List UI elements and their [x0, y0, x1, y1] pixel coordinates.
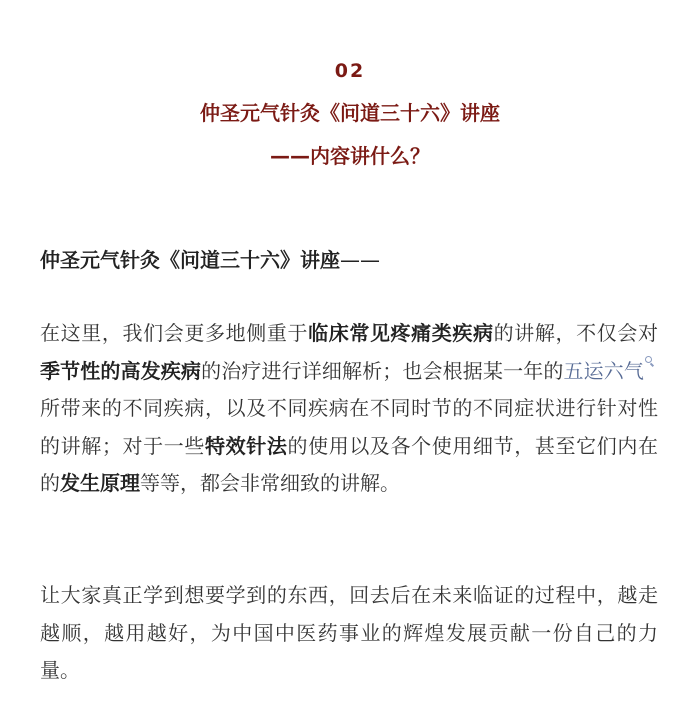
p1-text-4: 所带来的不同疾病，以及不同疾病在不同时节的不同症状进行针对性的讲解；对于一些 — [40, 396, 658, 458]
search-icon[interactable] — [645, 356, 654, 370]
lecture-heading — [40, 244, 380, 276]
p1-bold-3: 特效针法 — [204, 433, 288, 458]
lecture-heading-dash: —— — [340, 248, 380, 272]
section-number: 02 — [334, 60, 366, 82]
p1-text-3: 的治疗进行详细解析；也会根据某一年的 — [201, 358, 564, 383]
section-subtitle: ——内容讲什么？ — [270, 144, 430, 168]
wuyun-liuqi-link[interactable]: 五运六气 — [563, 358, 645, 383]
p1-text-1: 在这里，我们会更多地侧重于 — [40, 321, 309, 345]
p1-text-6: 等等，都会非常细致的讲解。 — [140, 471, 400, 495]
lecture-heading-text: 仲圣元气针灸《问道三十六》讲座 — [40, 248, 340, 272]
paragraph-intro — [40, 315, 658, 503]
p1-text-5: 的使用以及各个使用细节，甚至它们内在的 — [40, 433, 659, 495]
section-title: 仲圣元气针灸《问道三十六》讲座 — [200, 101, 500, 125]
section-header — [0, 56, 700, 171]
p1-bold-2: 季节性的高发疾病 — [40, 358, 202, 383]
paragraph-closing: 让大家真正学到想要学到的东西，回去后在未来临证的过程中，越走越顺，越用越好，为中国中医药事业的辉煌发展贡献一份自己的力量。 — [40, 583, 658, 682]
p1-bold-1: 临床常见疼痛类疾病 — [308, 321, 494, 345]
p1-bold-4: 发生原理 — [60, 471, 140, 495]
p1-text-2: 的讲解，不仅会对 — [493, 321, 659, 345]
